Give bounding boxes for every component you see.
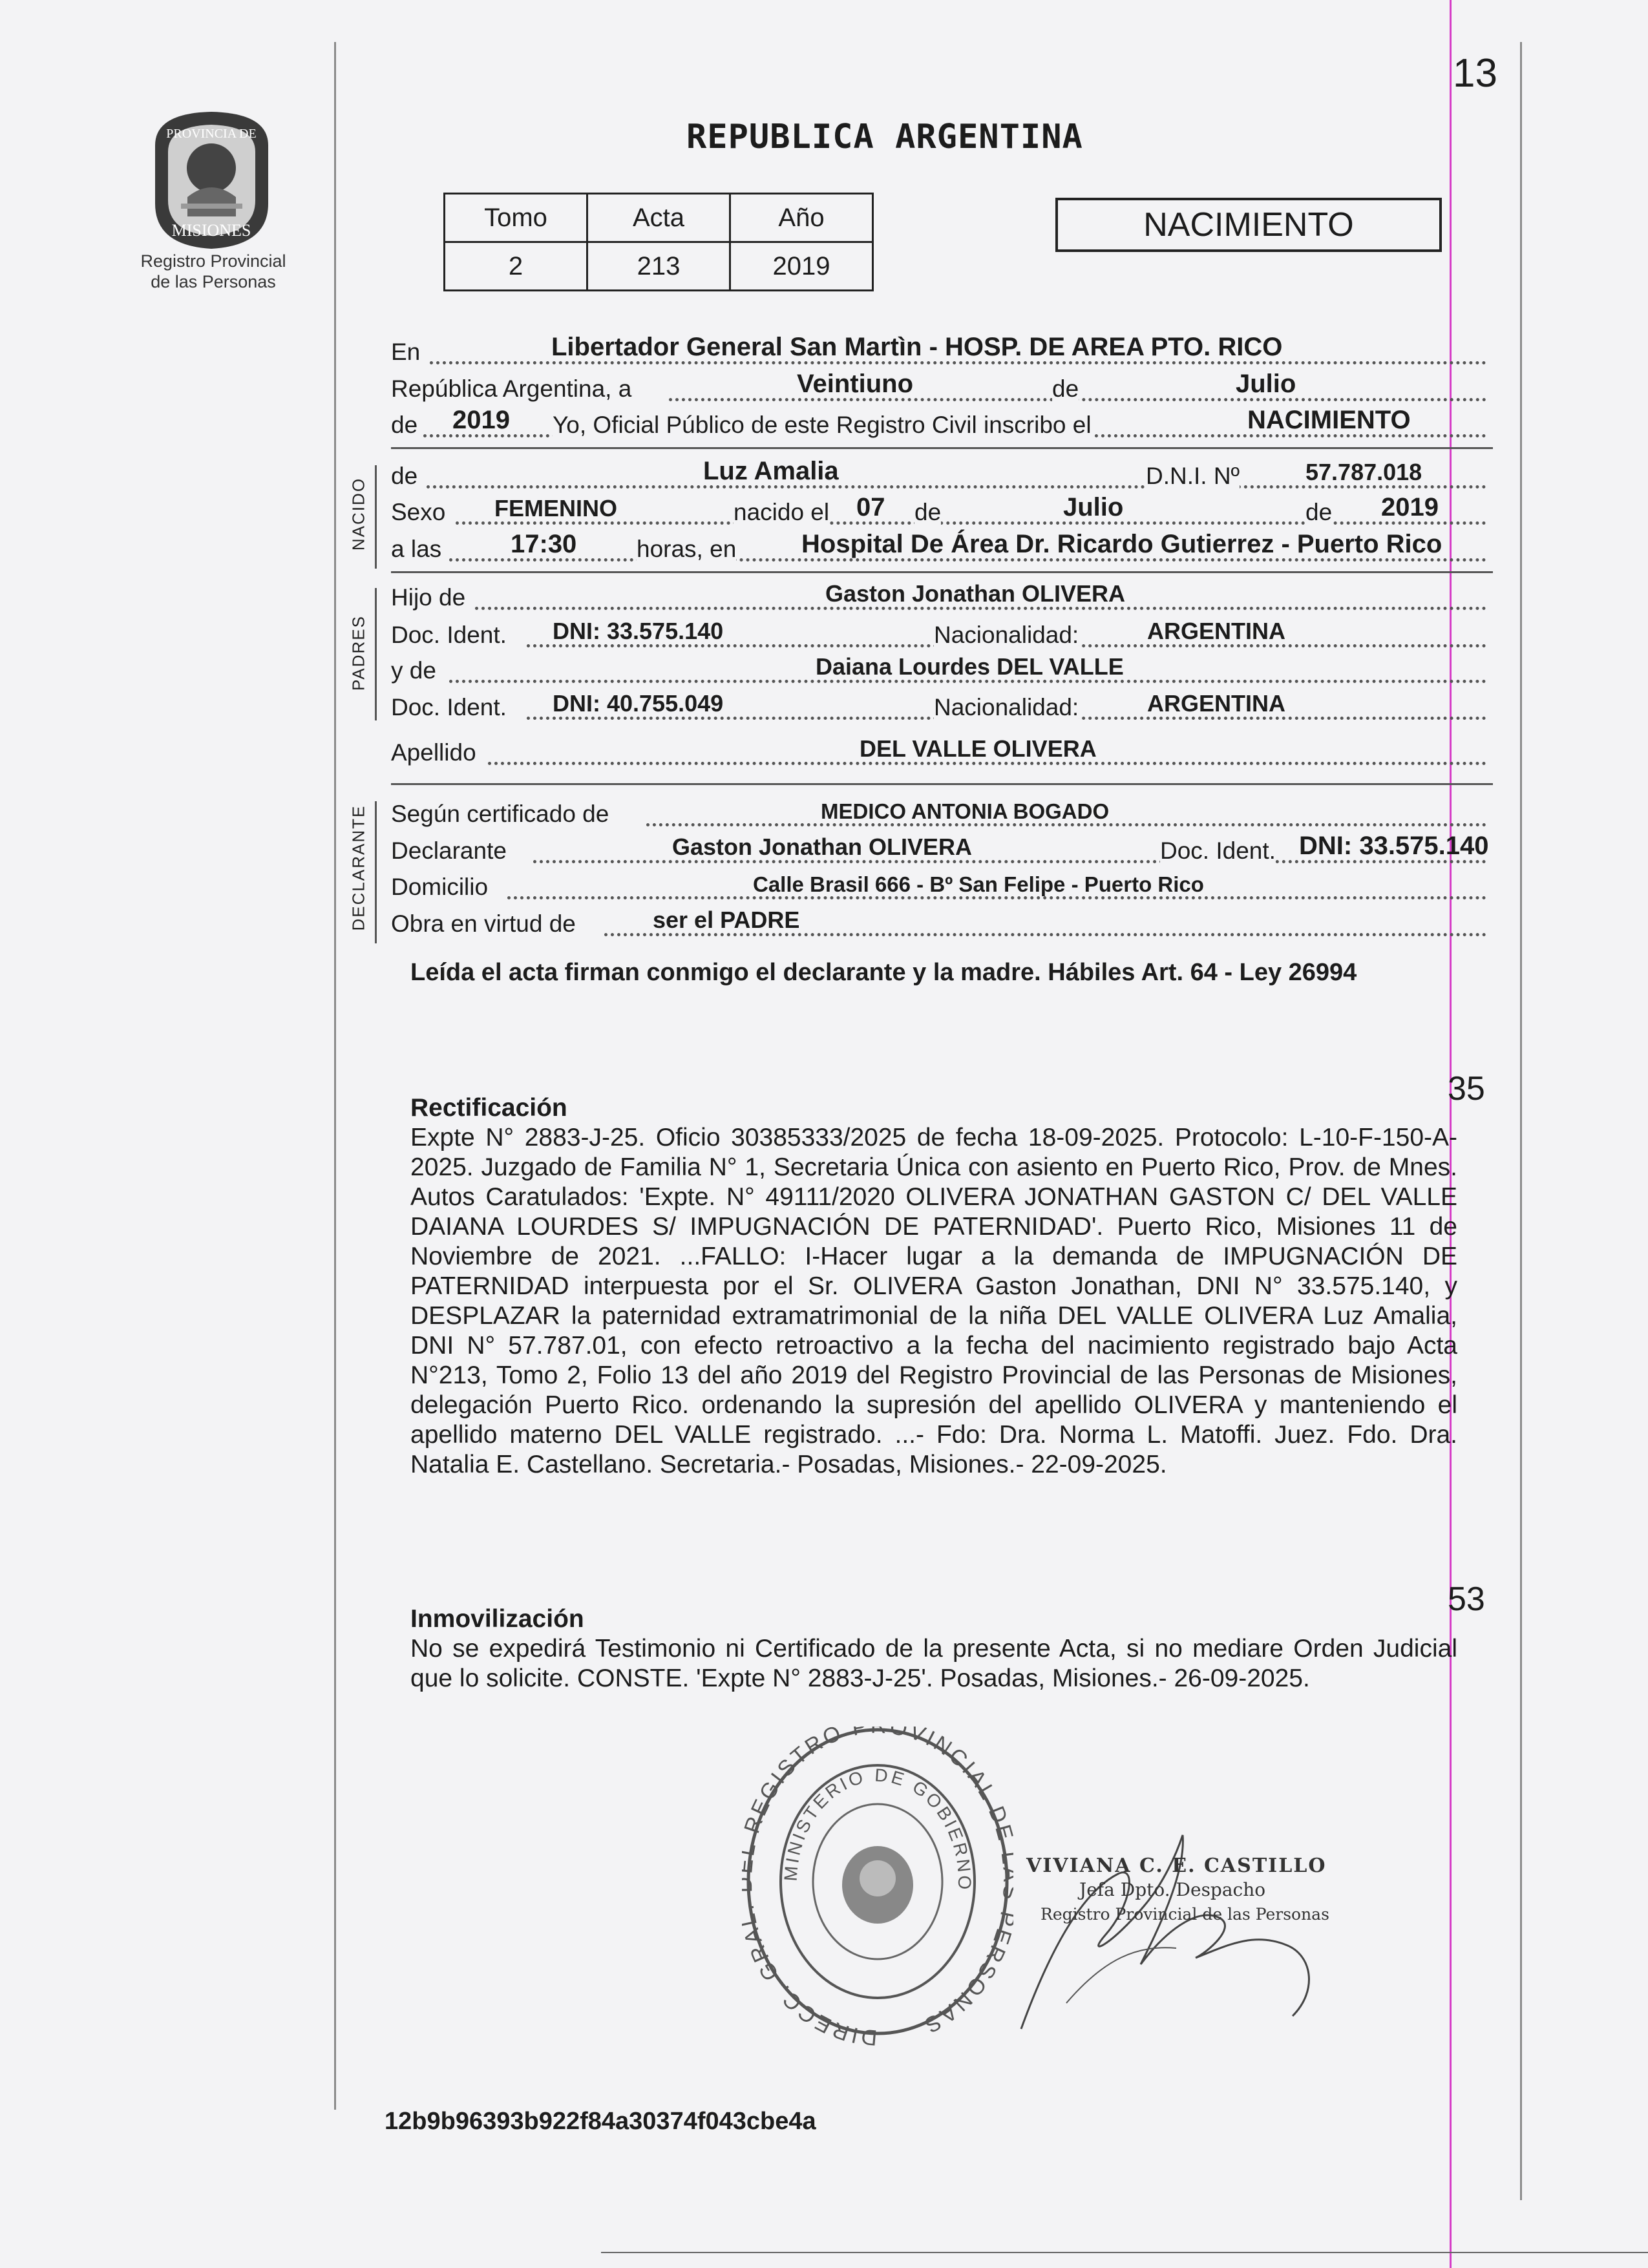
row-apellido: [391, 737, 1493, 769]
row-father-doc: [391, 619, 1493, 651]
day-value: Veintiuno: [797, 370, 913, 398]
rectificacion-title: Rectificación: [410, 1094, 567, 1122]
declarante-section-label: DECLARANTE: [348, 804, 368, 931]
logo-bottom-text: MISIONES: [171, 221, 251, 240]
right-margin-rule: [1520, 42, 1522, 2200]
acta-header: Acta: [587, 194, 730, 242]
inmovilizacion-block: [410, 1604, 1457, 1694]
separator-2: [391, 571, 1493, 573]
row-name: [391, 457, 1493, 492]
rectificacion-margin-number: 35: [1448, 1070, 1485, 1108]
rectificacion-text: Expte N° 2883-J-25. Oficio 30385333/2025 de fecha 18-09-2025. Protocolo: L-10-F-150-A-2025. Juzgado de Familia N° 1, Secretaria Única con asiento en Puerto Rico, Prov. de Mnes. Autos Caratulados: 'Expte. N° 49111/2020 OLIVERA JONATHAN GASTON C/ DEL VALLE DAIANA LOURDES S/ IMPUGNACIÓN DE PATERNIDAD'. Puerto Rico, Misiones 11 de Noviembre de 2021. ...FALLO: I-Hacer lugar a la demanda de IMPUGNACIÓN DE PATERNIDAD interpuesta por el Sr. OLIVERA Gaston Jonathan, DNI N° 33.575.140, y DESPLAZAR la paternidad extramatrimonial de la niña DEL VALLE OLIVERA Luz Amalia, DNI N° 57.787.01, con efecto retroactivo a la fecha del nacimiento registrado bajo Acta N°213, Tomo 2, Folio 13 del año 2019 del Registro Provincial de las Personas de Misiones, delegación Puerto Rico. ordenando la supresión del apellido OLIVERA y manteniendo el apellido materno DEL VALLE registrado. ...- Fdo: Dra. Norma L. Matoffi. Juez. Fdo. Dra. Natalia E. Castellano. Secretaria.- Posadas, Misiones.- 22-09-2025.: [410, 1124, 1457, 1478]
birth-place: Hospital De Área Dr. Ricardo Gutierrez - Puerto Rico: [801, 530, 1442, 558]
sexo-label: Sexo: [391, 499, 446, 525]
row-obra: [391, 908, 1493, 940]
mother-nationality: ARGENTINA: [1147, 690, 1285, 717]
row-time: [391, 530, 1493, 565]
place-value: Libertador General San Martìn - HOSP. DE AREA PTO. RICO: [551, 333, 1283, 361]
domicilio-value: Calle Brasil 666 - Bº San Felipe - Puerto Rico: [753, 872, 1204, 896]
birth-day: 07: [856, 493, 885, 521]
official-stamp: [742, 1727, 1013, 2050]
signature-org: Registro Provincial de las Personas: [1041, 1905, 1329, 1924]
row-father: [391, 582, 1493, 614]
obra-label: Obra en virtud de: [391, 910, 576, 937]
year-label: de: [391, 412, 418, 438]
y-de-label: y de: [391, 657, 436, 684]
row-cert: [391, 798, 1493, 830]
org-line-2: de las Personas: [151, 272, 276, 291]
de-label: de: [1052, 375, 1079, 402]
record-table: [443, 193, 874, 291]
dni-label: D.N.I. Nº: [1146, 463, 1240, 489]
declarante-bracket: [375, 801, 377, 943]
row-mother: [391, 655, 1493, 687]
row-mother-doc: [391, 691, 1493, 724]
row-place: [391, 333, 1493, 368]
de-label-3: de: [1305, 499, 1333, 525]
child-dni: 57.787.018: [1305, 459, 1422, 485]
birth-year: 2019: [1381, 493, 1439, 521]
child-name: Luz Amalia: [703, 457, 839, 485]
registration-value: NACIMIENTO: [1247, 406, 1411, 434]
father-nationality: ARGENTINA: [1147, 618, 1285, 644]
birth-time: 17:30: [511, 530, 577, 558]
en-label: En: [391, 339, 421, 365]
rectificacion-block: [410, 1093, 1457, 1480]
year-value: 2019: [452, 406, 510, 434]
record-type-box: NACIMIENTO: [1055, 198, 1442, 252]
inmovilizacion-text: No se expedirá Testimonio ni Certificado de la presente Acta, si no mediare Orden Judicial que lo solicite. CONSTE. 'Expte N° 2883-J-25'. Posadas, Misiones.- 26-09-2025.: [410, 1635, 1457, 1692]
page-number: 13: [1453, 51, 1497, 96]
stamp-inner-text: MINISTERIO DE GOBIERNO: [780, 1765, 975, 1893]
acta-value: 213: [587, 242, 730, 291]
row-declarante: [391, 832, 1493, 867]
declarante-label: Declarante: [391, 837, 507, 864]
father-nat-label: Nacionalidad:: [934, 622, 1079, 648]
signature-role: Jefa Dpto. Despacho: [1079, 1879, 1266, 1900]
month-value: Julio: [1236, 370, 1296, 398]
row-date: [391, 370, 1493, 405]
row-year: [391, 406, 1493, 441]
declarante-name: Gaston Jonathan OLIVERA: [672, 834, 973, 860]
cert-label: Según certificado de: [391, 801, 609, 827]
padres-bracket: [375, 588, 377, 720]
inmovilizacion-margin-number: 53: [1448, 1580, 1485, 1618]
left-margin-rule: [334, 42, 336, 2110]
org-name: [132, 251, 294, 292]
mother-nat-label: Nacionalidad:: [934, 694, 1079, 720]
anio-value: 2019: [730, 242, 873, 291]
inmovilizacion-title: Inmovilización: [410, 1605, 584, 1633]
page-title: REPUBLICA ARGENTINA: [686, 118, 1083, 156]
bottom-rule: [601, 2252, 1648, 2253]
birth-month: Julio: [1063, 493, 1124, 521]
signature-name: VIVIANA C. E. CASTILLO: [1026, 1854, 1327, 1877]
a-las-label: a las: [391, 536, 442, 562]
nacido-section-label: NACIDO: [348, 477, 368, 551]
mother-doc: DNI: 40.755.049: [553, 690, 724, 717]
apellido-label: Apellido: [391, 739, 476, 766]
nacido-de-label: de: [391, 463, 418, 489]
logo-top-text: PROVINCIA DE: [166, 127, 257, 141]
stamp-outer-text: DIRECC. GR REGISTRO P OVINCIAL D RSONAS: [742, 1727, 1013, 2050]
domicilio-label: Domicilio: [391, 874, 489, 900]
father-doc-label: Doc. Ident.: [391, 622, 507, 648]
sexo-value: FEMENINO: [494, 495, 618, 521]
declarante-doc-label: Doc. Ident.: [1160, 837, 1276, 864]
father-doc: DNI: 33.575.140: [553, 618, 724, 644]
mother-name: Daiana Lourdes DEL VALLE: [816, 653, 1124, 680]
statement-text: Yo, Oficial Público de este Registro Civil inscribo el: [553, 412, 1092, 438]
closing-text: Leída el acta firman conmigo el declarante y la madre. Hábiles Art. 64 - Ley 26994: [410, 959, 1357, 986]
mother-doc-label: Doc. Ident.: [391, 694, 507, 720]
obra-value: ser el PADRE: [653, 907, 800, 933]
row-domicilio: [391, 871, 1493, 903]
row-sex: [391, 493, 1493, 529]
nacido-el-label: nacido el: [734, 499, 830, 525]
province-seal-logo: [142, 107, 281, 252]
anio-header: Año: [730, 194, 873, 242]
padres-section-label: PADRES: [348, 615, 368, 691]
tomo-header: Tomo: [445, 194, 587, 242]
cert-value: MEDICO ANTONIA BOGADO: [821, 799, 1110, 823]
record-table-header-row: [445, 194, 873, 242]
nacido-bracket: [375, 465, 377, 569]
separator-3: [391, 783, 1493, 785]
declarante-doc: DNI: 33.575.140: [1299, 832, 1489, 860]
apellido-value: DEL VALLE OLIVERA: [860, 735, 1097, 762]
father-name: Gaston Jonathan OLIVERA: [825, 580, 1126, 607]
country-label: República Argentina, a: [391, 375, 632, 402]
record-table-value-row: [445, 242, 873, 291]
org-line-1: Registro Provincial: [140, 251, 286, 271]
tomo-value: 2: [445, 242, 587, 291]
hijo-de-label: Hijo de: [391, 584, 466, 611]
document-hash: 12b9b96393b922f84a30374f043cbe4a: [385, 2108, 816, 2135]
horas-label: horas, en: [637, 536, 737, 562]
separator-1: [391, 447, 1493, 449]
de-label-2: de: [914, 499, 942, 525]
